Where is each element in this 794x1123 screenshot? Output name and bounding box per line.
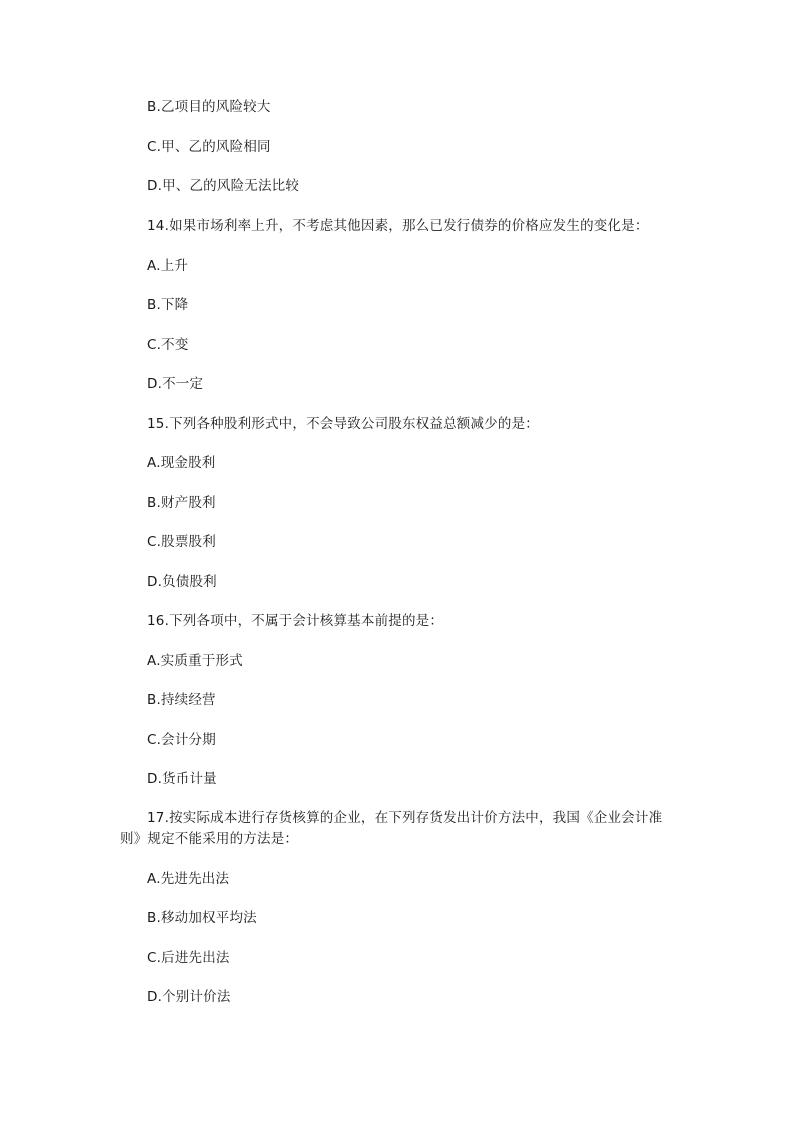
q13-option-b: B.乙项目的风险较大 — [147, 99, 271, 115]
q13-option-c: C.甲、乙的风险相同 — [147, 139, 271, 155]
q17-option-b: B.移动加权平均法 — [147, 910, 257, 926]
q15-option-a: A.现金股利 — [147, 455, 216, 471]
q17-option-d: D.个别计价法 — [147, 989, 231, 1005]
q15-question: 15.下列各种股利形式中，不会导致公司股东权益总额减少的是： — [147, 416, 539, 432]
q17-question: 17.按实际成本进行存货核算的企业，在下列存货发出计价方法中，我国《企业会计准则》规定不能采用的方法是： — [120, 810, 663, 847]
q16-option-d: D.货币计量 — [147, 771, 217, 787]
q14-option-b: B.下降 — [147, 297, 189, 313]
q14-question: 14.如果市场利率上升，不考虑其他因素，那么已发行债券的价格应发生的变化是： — [147, 218, 649, 234]
q15-option-c: C.股票股利 — [147, 534, 216, 550]
q15-option-b: B.财产股利 — [147, 495, 216, 511]
q16-option-b: B.持续经营 — [147, 692, 216, 708]
q16-question: 16.下列各项中，不属于会计核算基本前提的是： — [147, 613, 444, 629]
q16-option-c: C.会计分期 — [147, 732, 216, 748]
q15-option-d: D.负债股利 — [147, 574, 217, 590]
q14-option-d: D.不一定 — [147, 376, 204, 392]
q14-option-c: C.不变 — [147, 337, 189, 353]
q17-option-a: A.先进先出法 — [147, 871, 230, 887]
q13-option-d: D.甲、乙的风险无法比较 — [147, 178, 300, 194]
q14-option-a: A.上升 — [147, 258, 189, 274]
q17-option-c: C.后进先出法 — [147, 950, 230, 966]
q16-option-a: A.实质重于形式 — [147, 653, 243, 669]
